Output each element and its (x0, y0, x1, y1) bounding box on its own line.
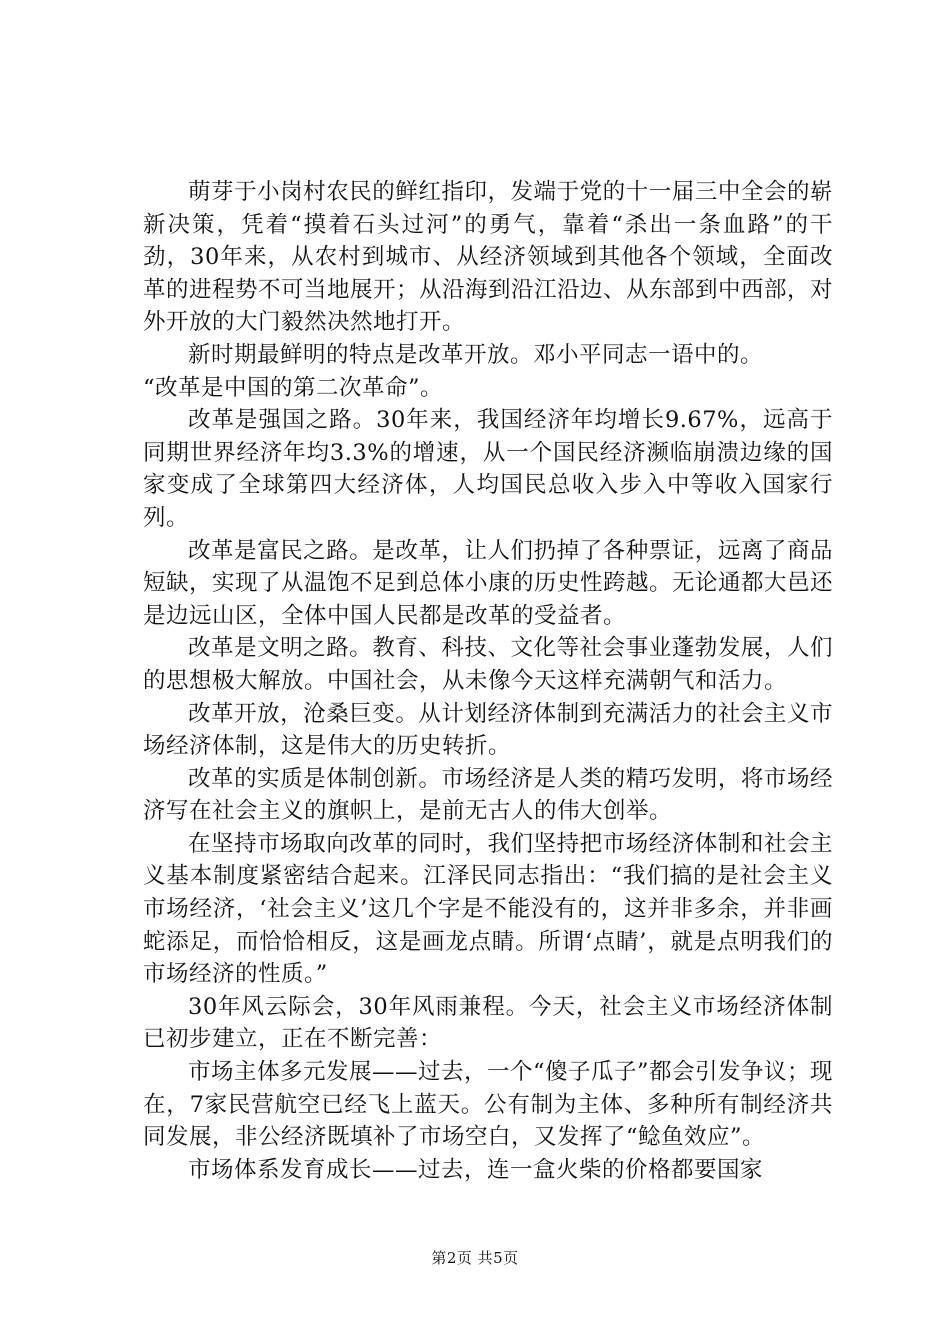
paragraph-5: 改革是富民之路。是改革，让人们扔掉了各种票证，远离了商品短缺，实现了从温饱不足到总体小康的历史性跨越。无论通都大邑还是边远山区，全体中国人民都是改革的受益者。 (143, 537, 834, 629)
paragraph-12: 市场体系发育成长——过去，连一盒火柴的价格都要国家 (188, 1156, 764, 1183)
paragraph-2: 新时期最鲜明的特点是改革开放。邓小平同志一语中的。 (188, 341, 764, 368)
page-number-footer: 第2页 共5页 (431, 1249, 519, 1267)
paragraph-10: 30年风云际会，30年风雨兼程。今天，社会主义市场经济体制已初步建立，正在不断完善： (143, 993, 833, 1053)
paragraph-3: “改革是中国的第二次革命”。 (143, 374, 444, 401)
document-body (143, 176, 833, 1186)
paragraph-8: 改革的实质是体制创新。市场经济是人类的精巧发明，将市场经济写在社会主义的旗帜上，是前无古人的伟大创举。 (143, 765, 833, 825)
paragraph-1: 萌芽于小岗村农民的鲜红指印，发端于党的十一届三中全会的崭新决策，凭着“摸着石头过河”的勇气，靠着“杀出一条血路”的干劲，30年来，从农村到城市、从经济领域到其他各个领域，全面改革的进程势不可当地展开；从沿海到沿江沿边、从东部到中西部，对外开放的大门毅然决然地打开。 (143, 179, 834, 336)
paragraph-6: 改革是文明之路。教育、科技、文化等社会事业蓬勃发展，人们的思想极大解放。中国社会，从未像今天这样充满朝气和活力。 (143, 635, 833, 694)
paragraph-7: 改革开放，沧桑巨变。从计划经济体制到充满活力的社会主义市场经济体制，这是伟大的历史转折。 (143, 700, 833, 760)
paragraph-4: 改革是强国之路。30年来，我国经济年均增长9.67%，远高于同期世界经济年均3.3%的增速，从一个国民经济濒临崩溃边缘的国家变成了全球第四大经济体，人均国民总收入步入中等收入国家行列。 (143, 407, 833, 531)
paragraph-9: 在坚持市场取向改革的同时，我们坚持把市场经济体制和社会主义基本制度紧密结合起来。江泽民同志指出：“我们搞的是社会主义市场经济，‘社会主义’这几个字是不能没有的，这并非多余，并非画蛇添足，而恰恰相反，这是画龙点睛。所谓‘点睛’，就是点明我们的市场经济的性质。” (143, 830, 833, 988)
paragraph-11: 市场主体多元发展——过去，一个“傻子瓜子”都会引发争议；现在，7家民营航空已经飞上蓝天。公有制为主体、多种所有制经济共同发展，非公经济既填补了市场空白，又发挥了“鲶鱼效应”。 (143, 1059, 834, 1151)
